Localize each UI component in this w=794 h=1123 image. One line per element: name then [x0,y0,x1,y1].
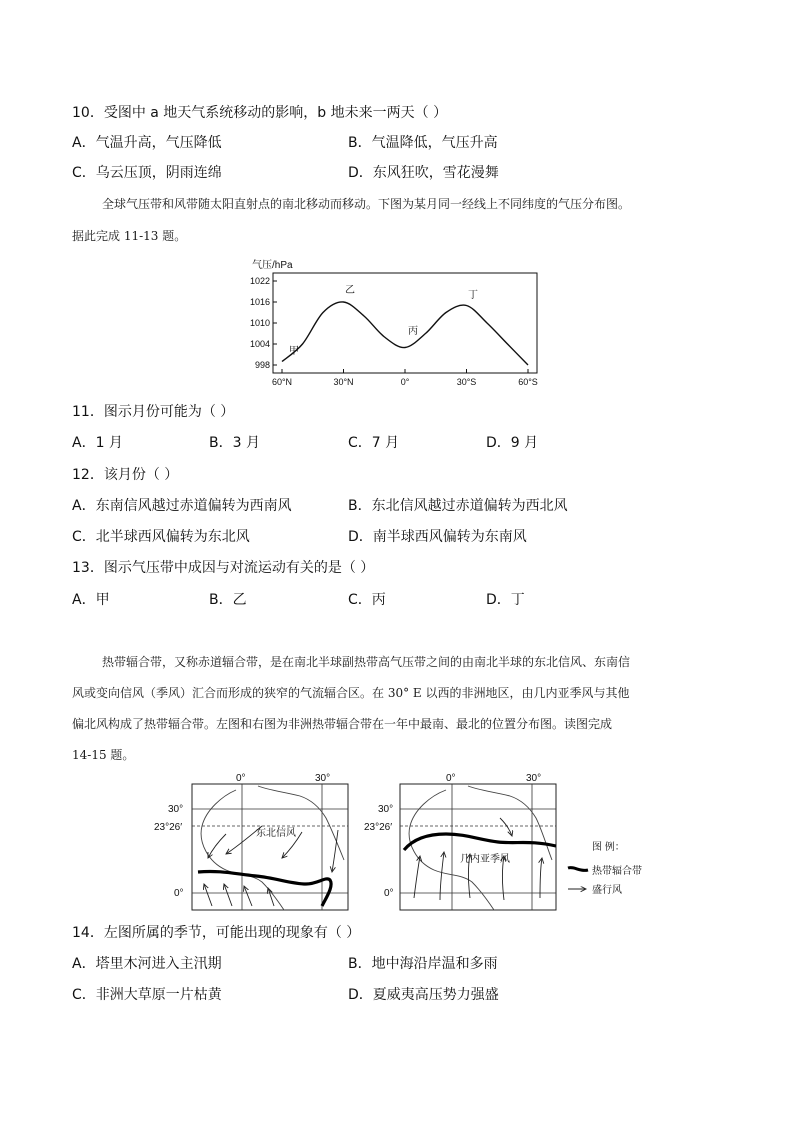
q13-stem: 13．图示气压带中成因与对流运动有关的是（ ） [72,560,375,576]
q12-option-d: D．南半球西风偏转为东南风 [348,529,527,545]
intro2-line3: 偏北风构成了热带辐合带。左图和右图为非洲热带辐合带在一年中最南、最北的位置分布图。读图完成 [72,717,613,731]
left-map [154,773,348,910]
q12-option-b: B．东北信风越过赤道偏转为西北风 [348,498,568,514]
q11-stem: 11．图示月份可能为（ ） [72,404,235,420]
intro1-line1: 全球气压带和风带随太阳直射点的南北移动而移动。下图为某月同一经线上不同纬度的气压分布图。 [102,197,631,211]
right-lat30-label: 30° [378,804,394,815]
q12-option-c: C．北半球西风偏转为东北风 [72,529,250,545]
label-yi: 乙 [345,285,355,296]
pressure-curve [282,302,528,365]
q13-option-d: D．丁 [486,592,525,608]
right-wind-arrow-4 [503,856,505,900]
pressure-ytick-label: 1010 [249,318,270,328]
q14-option-b: B．地中海沿岸温和多雨 [348,956,498,972]
q13-option-a: A．甲 [72,592,110,608]
legend-wind-label: 盛行风 [592,885,622,896]
right-map-frame [400,784,556,910]
left-wind-arrow-7 [244,886,252,906]
right-wind-arrow-6 [500,818,512,836]
left-lon30-label: 30° [315,773,331,784]
q14-option-a: A．塔里木河进入主汛期 [72,956,222,972]
left-africa-coast [201,786,344,910]
intro2-line2: 风或变向信风（季风）汇合而形成的狭窄的气流辐合区。在 30° E 以西的非洲地区，由几内亚季风与其他 [72,686,630,700]
legend-title: 图 例： [592,842,625,853]
pressure-ytick-label: 1022 [249,276,270,286]
left-map-frame [192,784,348,910]
q12-stem: 12．该月份（ ） [72,467,179,483]
q11-option-c: C．7 月 [348,435,400,451]
legend-itcz-swatch [568,868,588,871]
right-map [364,773,556,910]
left-wind-label: 东北信风 [256,828,296,839]
right-wind-label: 几内亚季风 [460,854,510,865]
left-wind-arrow-5 [204,884,212,906]
intro1-line2: 据此完成 11-13 题。 [72,229,187,243]
left-wind-arrow-1 [208,834,226,858]
legend-itcz-label: 热带辐合带 [592,866,642,877]
pressure-ytick-label: 1004 [249,339,270,349]
q14-option-c: C．非洲大草原一片枯黄 [72,987,222,1003]
q14-stem: 14．左图所属的季节，可能出现的现象有（ ） [72,925,361,941]
pressure-xtick-label: 60°N [271,377,293,387]
right-africa-coast [409,786,552,910]
q13-option-b: B．乙 [209,592,247,608]
pressure-xtick-label: 60°S [518,377,538,387]
right-wind-arrow-3 [469,854,471,898]
right-itcz-line [404,834,556,850]
pressure-xtick-label: 30°N [333,377,354,387]
right-lat0-label: 0° [384,888,394,899]
left-wind-arrow-8 [268,888,274,906]
left-wind-arrow-4 [332,830,338,872]
left-lat30-label: 30° [168,804,184,815]
intro2-line4: 14-15 题。 [72,748,135,762]
label-bing: 丙 [408,326,418,337]
right-wind-arrow-5 [540,858,542,898]
pressure-ylabel: 气压/hPa [252,260,293,271]
q11-option-d: D．9 月 [486,435,539,451]
pressure-xtick-label: 30°S [456,377,477,387]
right-lat2326-label: 23°26′ [364,822,393,833]
q10-option-a: A．气温升高，气压降低 [72,135,222,151]
q10-option-c: C．乌云压顶，阴雨连绵 [72,165,222,181]
left-lat2326-label: 23°26′ [154,822,183,833]
q11-option-a: A．1 月 [72,435,123,451]
q10-stem: 10．受图中 a 地天气系统移动的影响，b 地未来一两天（ ） [72,105,448,121]
left-lon0-label: 0° [236,773,246,784]
pressure-ytick-label: 1016 [249,297,270,307]
left-wind-arrow-6 [224,884,232,906]
right-wind-arrow-1 [414,856,420,898]
right-lon30-label: 30° [526,773,542,784]
left-lat0-label: 0° [174,888,184,899]
q11-option-b: B．3 月 [209,435,260,451]
intro2-line1: 热带辐合带，又称赤道辐合带，是在南北半球副热带高气压带之间的由南北半球的东北信风、东南信 [102,655,631,669]
q14-option-d: D．夏威夷高压势力强盛 [348,987,499,1003]
label-jia: 甲 [289,346,299,357]
left-wind-arrow-3 [282,832,302,858]
right-lon0-label: 0° [446,773,456,784]
right-wind-arrow-2 [440,852,444,900]
label-ding: 丁 [468,290,478,301]
map-legend [568,840,642,896]
pressure-plot-frame [273,273,537,373]
left-itcz-line [198,871,331,906]
left-wind-arrow-2 [226,826,262,854]
q13-option-c: C．丙 [348,592,386,608]
q12-option-a: A．东南信风越过赤道偏转为西南风 [72,498,292,514]
pressure-ytick-label: 998 [254,360,270,370]
q10-option-d: D．东风狂吹，雪花漫舞 [348,165,499,181]
pressure-xtick-label: 0° [400,377,410,387]
q10-option-b: B．气温降低，气压升高 [348,135,498,151]
